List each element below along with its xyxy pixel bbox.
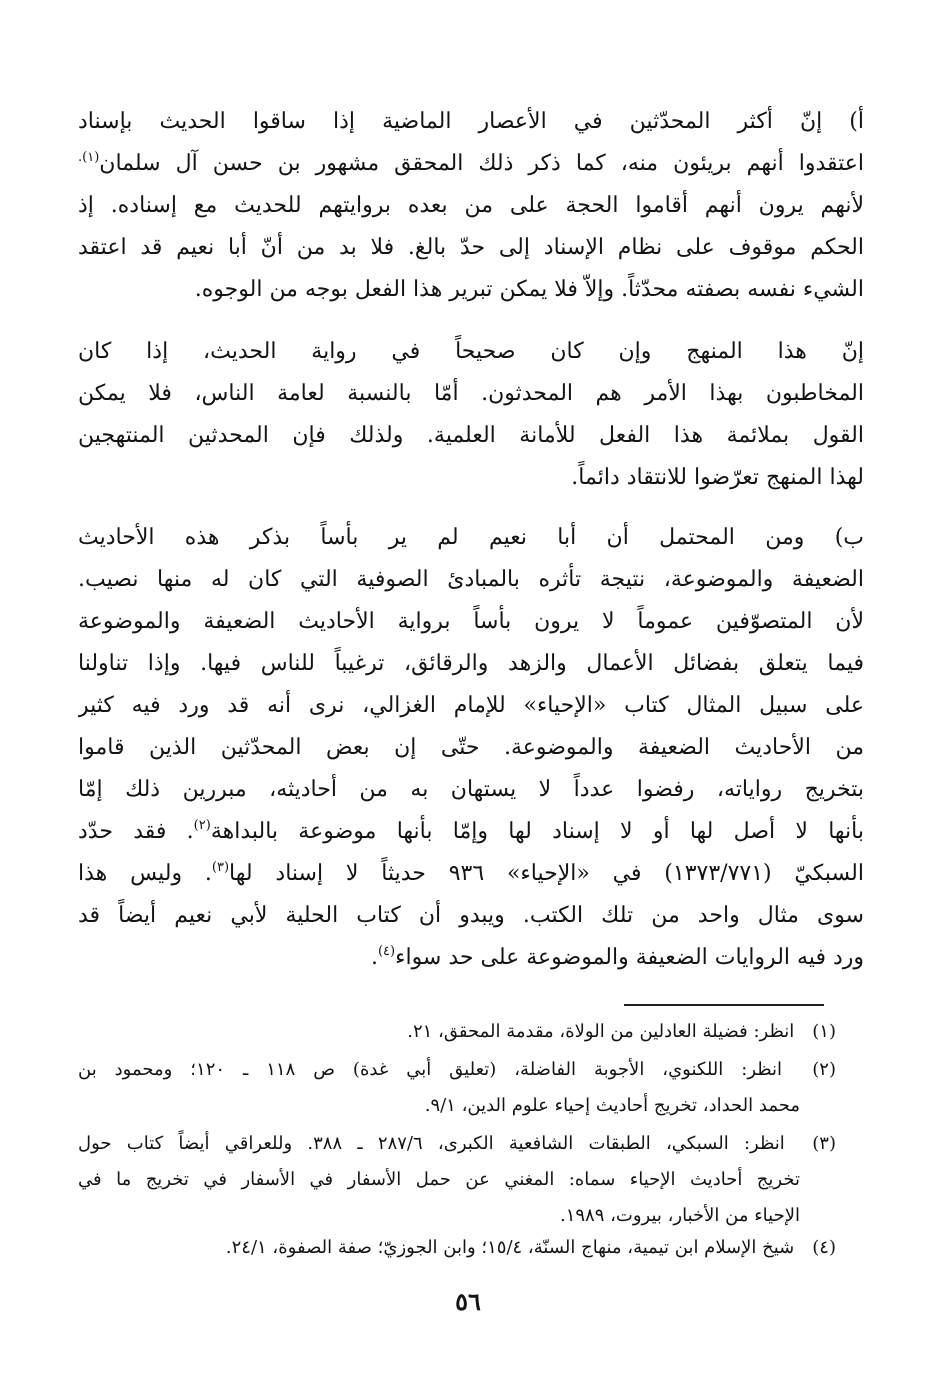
footnote-text: انظر: اللكنوي، الأجوبة الفاضلة، (تعليق أبي غدة) ص ١١٨ ـ ١٢٠؛ ومحمود بن [78,1059,783,1080]
text-fragment: ورد فيه الروايات الضعيفة والموضوعة على حد سواء [395,945,864,970]
text-line: فيما يتعلق بفضائل الأعمال والزهد والرقائق، ترغيباً للناس فيها. وإذا تناولنا [78,651,864,676]
text-line: الحكم موقوف على نظام الإسناد إلى حدّ بالغ. فلا بد من أنّ أبا نعيم قد اعتقد [78,235,864,260]
footnote-text: شيخ الإسلام ابن تيمية، منهاج السنّة، ١٥/٤؛ وابن الجوزيّ؛ صفة الصفوة، ٢٤/١. [225,1237,795,1258]
text-fragment: . وليس هذا [78,861,212,886]
text-line: المخاطبون بهذا الأمر هم المحدثون. أمّا بالنسبة لعامة الناس، فلا يمكن [78,381,864,406]
footnote-line [78,1126,836,1162]
text-line: بتخريج رواياته، رفضوا عدداً لا يستهان به من أحاديثه، مبررين ذلك إمّا [78,777,864,802]
footnote-line [78,1052,836,1088]
text-line [78,937,864,979]
footnote-line: الإحياء من الأخبار، بيروت، ١٩٨٩. [559,1205,800,1226]
text-fragment: السبكيّ (١٣٧٣/٧٧١) في «الإحياء» ٩٣٦ حديثاً لا إسناد لها [229,861,864,886]
text-line: إنّ هذا المنهج وإن كان صحيحاً في رواية الحديث، إذا كان [78,339,864,364]
footnote-marker: (٢) [193,818,211,833]
footnote-4 [78,1230,836,1266]
text-line [78,811,864,853]
text-line: لأنهم يرون أنهم أقاموا الحجة على من بعده بروايتهم للحديث مع إسناده. إذ [78,193,864,218]
text-line: لهذا المنهج تعرّضوا للانتقاد دائماً. [571,465,864,490]
footnote-number: (٣) [812,1133,836,1154]
text-line [78,143,864,185]
footnote-text: انظر: السبكي، الطبقات الشافعية الكبرى، ٢٨٧/٦ ـ ٣٨٨. وللعراقي أيضاً كتاب حول [78,1133,785,1154]
footnote-2 [78,1052,836,1124]
footnote-line: تخريج أحاديث الإحياء سماه: المغني عن حمل الأسفار في الأسفار في تخريج ما في [78,1169,800,1190]
text-line: القول بملائمة هذا الفعل للأمانة العلمية. ولذلك فإن المحدثين المنتهجين [78,423,864,448]
text-line: على سبيل المثال كتاب «الإحياء» للإمام الغزالي، نرى أنه قد ورد فيه كثير [78,693,864,718]
paragraph-a [78,101,864,311]
footnote-marker: (٣) [211,860,230,875]
text-fragment: اعتقدوا أنهم بريئون منه، كما ذكر ذلك المحقق مشهور بن حسن آل سلمان [99,151,864,176]
footnote-line [78,1014,836,1050]
paragraph-b [78,517,864,979]
text-fragment: . فقد حدّد [78,819,194,844]
paragraph-2 [78,331,864,499]
footnote-number: (٢) [812,1059,836,1080]
footnote-marker: (١). [78,150,100,165]
text-line: الشيء نفسه بصفته محدّثاً. وإلاّ فلا يمكن تبرير هذا الفعل بوجه من الوجوه. [194,277,864,302]
footnote-line [78,1230,836,1266]
text-line: الضعيفة والموضوعة، نتيجة تأثره بالمبادئ الصوفية التي كان له منها نصيب. [78,567,864,592]
text-fragment: بأنها لا أصل لها أو لا إسناد لها وإمّا بأنها موضوعة بالبداهة [210,819,864,844]
footnote-text: انظر: فضيلة العادلين من الولاة، مقدمة المحقق، ٢١. [407,1021,795,1042]
footnote-marker: (٤) [377,944,396,959]
text-line [78,853,864,895]
text-line: من الأحاديث الضعيفة والموضوعة. حتّى إن بعض المحدّثين الذين قاموا [78,735,864,760]
footnote-number: (٤) [812,1237,836,1258]
page-number: ٥٦ [455,1287,481,1316]
text-fragment: . [370,945,378,970]
footnote-1 [78,1014,836,1050]
footnote-separator [624,1004,824,1006]
text-line: أ) إنّ أكثر المحدّثين في الأعصار الماضية إذا ساقوا الحديث بإسناد [78,109,864,134]
footnote-number: (١) [812,1021,836,1042]
footnote-3 [78,1126,836,1234]
text-line: سوى مثال واحد من تلك الكتب. ويبدو أن كتاب الحلية لأبي نعيم أيضاً قد [78,903,864,928]
footnote-line: محمد الحداد، تخريج أحاديث إحياء علوم الدين، ٩/١. [424,1095,800,1116]
text-line: ب) ومن المحتمل أن أبا نعيم لم ير بأساً بذكر هذه الأحاديث [78,525,864,550]
text-line: لأن المتصوّفين عموماً لا يرون بأساً برواية الأحاديث الضعيفة والموضوعة [78,609,864,634]
